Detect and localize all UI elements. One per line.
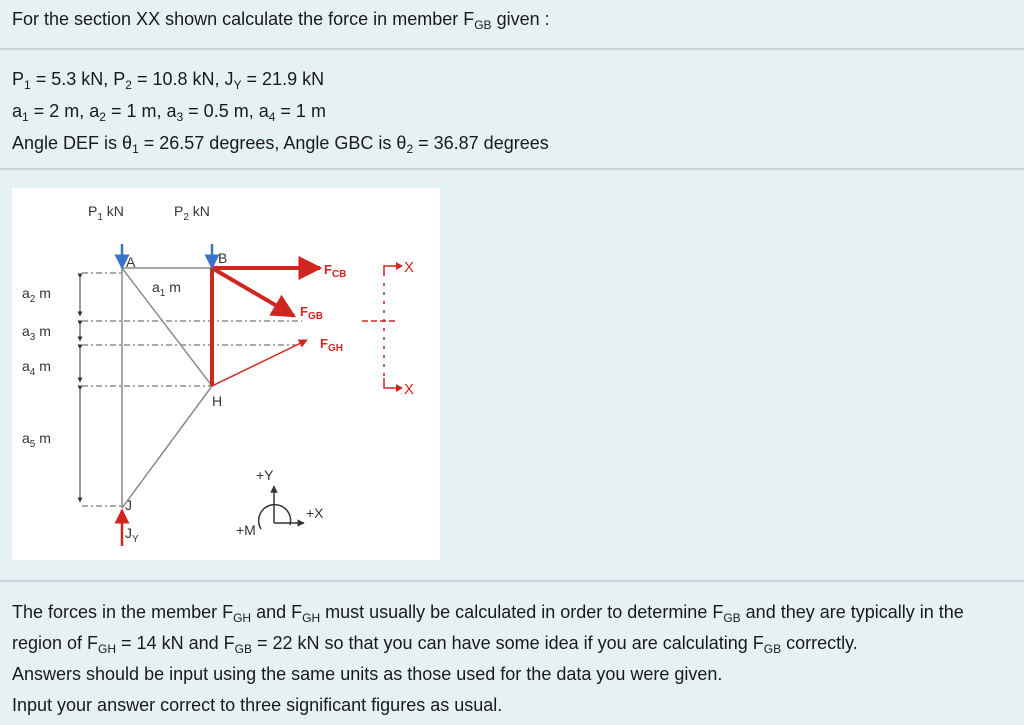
p2-value: = 10.8 kN,	[131, 69, 225, 89]
a2-sub: 2	[99, 110, 106, 124]
a3-dimension-label: $a_3$ m	[22, 323, 51, 343]
a1-value: = 2 m,	[28, 101, 90, 121]
title-end: given :	[491, 9, 550, 29]
a1-dimension-label: $a_1$ m	[152, 279, 181, 299]
section-x-bottom-label: X	[404, 381, 415, 398]
angle-def-sub: 1	[132, 142, 139, 156]
section-top-arrowhead	[396, 262, 403, 270]
givens-dimensions	[12, 101, 326, 122]
section-x-top-label: X	[404, 259, 415, 276]
axes-icon	[259, 486, 304, 529]
p2-sub: 2	[125, 78, 132, 92]
a3-sub: 3	[176, 110, 184, 124]
truss-members	[122, 268, 212, 508]
angle-def-text: Angle DEF is θ	[12, 133, 133, 153]
section-bottom-arrowhead	[396, 384, 403, 392]
node-h-label: H	[212, 393, 223, 409]
angle-gbc-text: Angle GBC is θ	[283, 133, 407, 153]
angle-gbc-value: = 36.87 degrees	[413, 133, 549, 153]
question-title	[12, 9, 550, 30]
givens-loads	[12, 69, 324, 90]
a3-symbol: a	[166, 101, 177, 121]
jy-sub: Y	[233, 78, 242, 92]
fgb-label: $F_{GB}$	[300, 304, 323, 322]
a1-sub: 1	[22, 110, 29, 124]
a4-value: = 1 m	[275, 101, 326, 121]
section-xx-marker	[362, 266, 397, 388]
note-paragraph-3: Input your answer correct to three significant figures as usual.	[12, 695, 503, 715]
cut-members	[212, 268, 320, 386]
a2-value: = 1 m,	[105, 101, 167, 121]
top-divider	[0, 48, 1024, 50]
note-paragraph-1: The forces in the member $F_{GH}$ and $F_{GH}$ must usually be calculated in order to determine $F_{GB}$ and they are typically in the region of $F_{GH} = 14$ kN and $F_{GB} = 22$ kN so that you can have some idea if you are calculating $F_{GB}$ correctly.	[12, 602, 964, 656]
a3-value: = 0.5 m,	[183, 101, 259, 121]
jy-symbol: J	[224, 69, 234, 89]
note-paragraph-2: Answers should be input using the same units as those used for the data you were given.	[12, 664, 723, 684]
givens-angles	[12, 133, 549, 154]
p2-symbol: P	[113, 69, 126, 89]
a4-sub: 4	[268, 110, 276, 124]
fgh-arrow	[212, 340, 307, 386]
p1-sub: 1	[24, 78, 31, 92]
title-text: For the section XX shown calculate the force in member F	[12, 9, 475, 29]
a4-symbol: a	[258, 101, 269, 121]
node-a-label: A	[126, 254, 136, 270]
title-subscript: GB	[474, 18, 492, 32]
node-j-label: J	[125, 497, 132, 513]
fcb-label: $F_{CB}$	[324, 262, 347, 280]
plus-y-label: +Y	[256, 467, 274, 483]
lower-divider	[0, 580, 1024, 582]
notes-block	[12, 597, 1018, 721]
a4-dimension-label: $a_4$ m	[22, 358, 51, 378]
truss-figure	[12, 188, 440, 560]
a5-dimension-label: $a_5$ m	[22, 430, 51, 450]
fgh-label: $F_{GH}$	[320, 336, 343, 354]
mid-divider	[0, 168, 1024, 170]
angle-def-value: = 26.57 degrees,	[138, 133, 284, 153]
node-b-label: B	[218, 250, 228, 266]
jy-label: $J_Y$	[125, 525, 139, 545]
plus-x-label: +X	[306, 505, 324, 521]
plus-m-label: +M	[236, 522, 256, 538]
p1-label: $P_1$ kN	[88, 203, 124, 223]
angle-gbc-sub: 2	[406, 142, 414, 156]
jy-value: = 21.9 kN	[241, 69, 325, 89]
a1-symbol: a	[12, 101, 23, 121]
p2-label: $P_2$ kN	[174, 203, 210, 223]
p1-symbol: P	[12, 69, 25, 89]
a2-symbol: a	[89, 101, 100, 121]
a2-dimension-label: $a_2$ m	[22, 285, 51, 305]
truss-diagram	[12, 188, 440, 560]
p1-value: = 5.3 kN,	[30, 69, 114, 89]
